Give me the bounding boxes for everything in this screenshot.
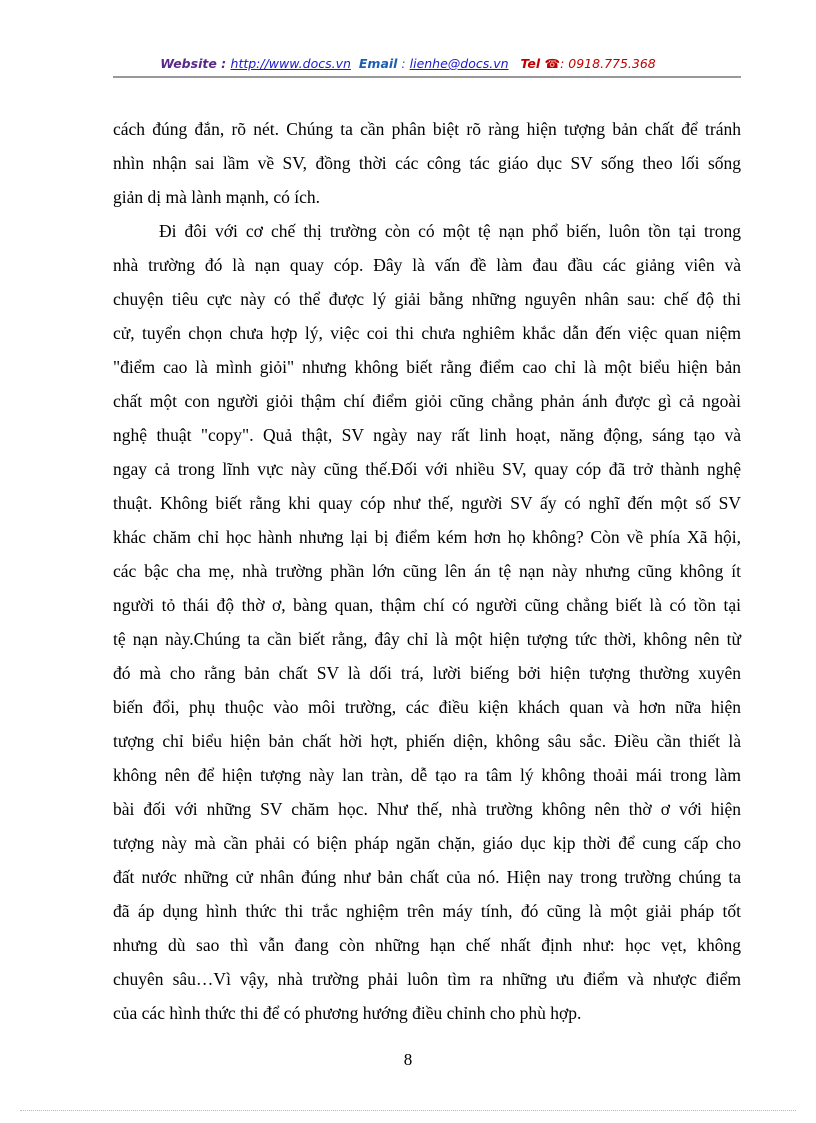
text-line: thuật. Không biết rằng khi quay cóp như thế, người SV ấy có nghĩ đến một số SV [113,493,741,513]
phone-icon: ☎ [544,56,561,71]
text-line: nhưng dù sao thì vẫn đang còn những hạn chế nhất định như: học vẹt, không [113,935,741,955]
text-line: bài đối với những SV chăm học. Như thế, nhà trường không nên thờ ơ với hiện [113,799,741,819]
header-divider [113,76,741,78]
text-line: nghệ thuật "copy". Quả thật, SV ngày nay rất linh hoạt, năng động, sáng tạo và [113,425,741,445]
text-line: nhà trường đó là nạn quay cóp. Đây là vấn đề làm đau đầu các giảng viên và [113,255,741,275]
email-separator: : [397,56,410,71]
text-line: tượng chỉ biểu hiện bản chất hời hợt, phiến diện, không sâu sắc. Điều cần thiết là [113,731,741,751]
text-line: biến đổi, phụ thuộc vào môi trường, các điều kiện khách quan và hơn nữa hiện [113,697,741,717]
text-line: đất nước những cử nhân đúng như bản chất của nó. Hiện nay trong trường chúng ta [113,867,741,887]
email-link[interactable]: lienhe@docs.vn [409,56,509,71]
text-line: chuyện tiêu cực này có thể được lý giải bằng những nguyên nhân sau: chế độ thi [113,289,741,309]
website-label: Website : [160,56,231,71]
text-line: "điểm cao là mình giỏi" nhưng không biết rằng điểm cao chỉ là một biểu hiện bản [113,357,741,377]
text-line: cử, tuyển chọn chưa hợp lý, việc coi thi chưa nghiêm khắc dẫn đến việc quan niệm [113,323,741,343]
text-line: chất một con người giỏi thậm chí điểm giỏi cũng chẳng phản ánh được gì cả ngoài [113,391,741,411]
email-label: Email [358,56,398,71]
text-line: Đi đôi với cơ chế thị trường còn có một tệ nạn phổ biến, luôn tồn tại trong [159,221,741,241]
page-header [0,56,816,71]
text-line: giản dị mà lành mạnh, có ích. [113,187,321,207]
document-body [113,116,741,1034]
text-line: đó mà cho rằng bản chất SV là dối trá, lười biếng bởi hiện tượng thường xuyên [113,663,741,683]
text-line: nhìn nhận sai lầm về SV, đồng thời các công tác giáo dục SV sống theo lối sống [113,153,741,173]
tel-label: Tel [520,56,545,71]
page-bottom-border [20,1110,796,1111]
text-line: của các hình thức thi để có phương hướng điều chỉnh cho phù hợp. [113,1003,582,1023]
text-line: tượng này mà cần phải có biện pháp ngăn chặn, giáo dục kịp thời để cung cấp cho [113,833,741,853]
text-line: khác chăm chỉ học hành nhưng lại bị điểm kém hơn họ không? Còn về phía Xã hội, [113,527,741,547]
website-link[interactable]: http://www.docs.vn [230,56,351,71]
page-number: 8 [403,1050,413,1069]
text-line: cách đúng đắn, rõ nét. Chúng ta cần phân biệt rõ ràng hiện tượng bản chất để tránh [113,119,741,139]
tel-number: : 0918.775.368 [560,56,656,71]
text-line: chuyên sâu…Vì vậy, nhà trường phải luôn tìm ra những ưu điểm và nhược điểm [113,969,741,989]
text-line: tệ nạn này.Chúng ta cần biết rằng, đây chỉ là một hiện tượng tức thời, không nên từ [113,629,741,649]
text-line: đã áp dụng hình thức thi trắc nghiệm trên máy tính, đó cũng là một giải pháp tốt [113,901,741,921]
text-line: ngay cả trong lĩnh vực này cũng thế.Đối với nhiều SV, quay cóp đã trở thành nghệ [113,459,741,479]
text-line: các bậc cha mẹ, nhà trường phần lớn cũng lên án tệ nạn này nhưng cũng không ít [113,561,741,581]
text-line: người tỏ thái độ thờ ơ, bàng quan, thậm chí có người cũng chẳng biết là có tồn tại [113,595,741,615]
text-line: không nên để hiện tượng này lan tràn, dễ tạo ra tâm lý không thoải mái trong làm [113,765,741,785]
